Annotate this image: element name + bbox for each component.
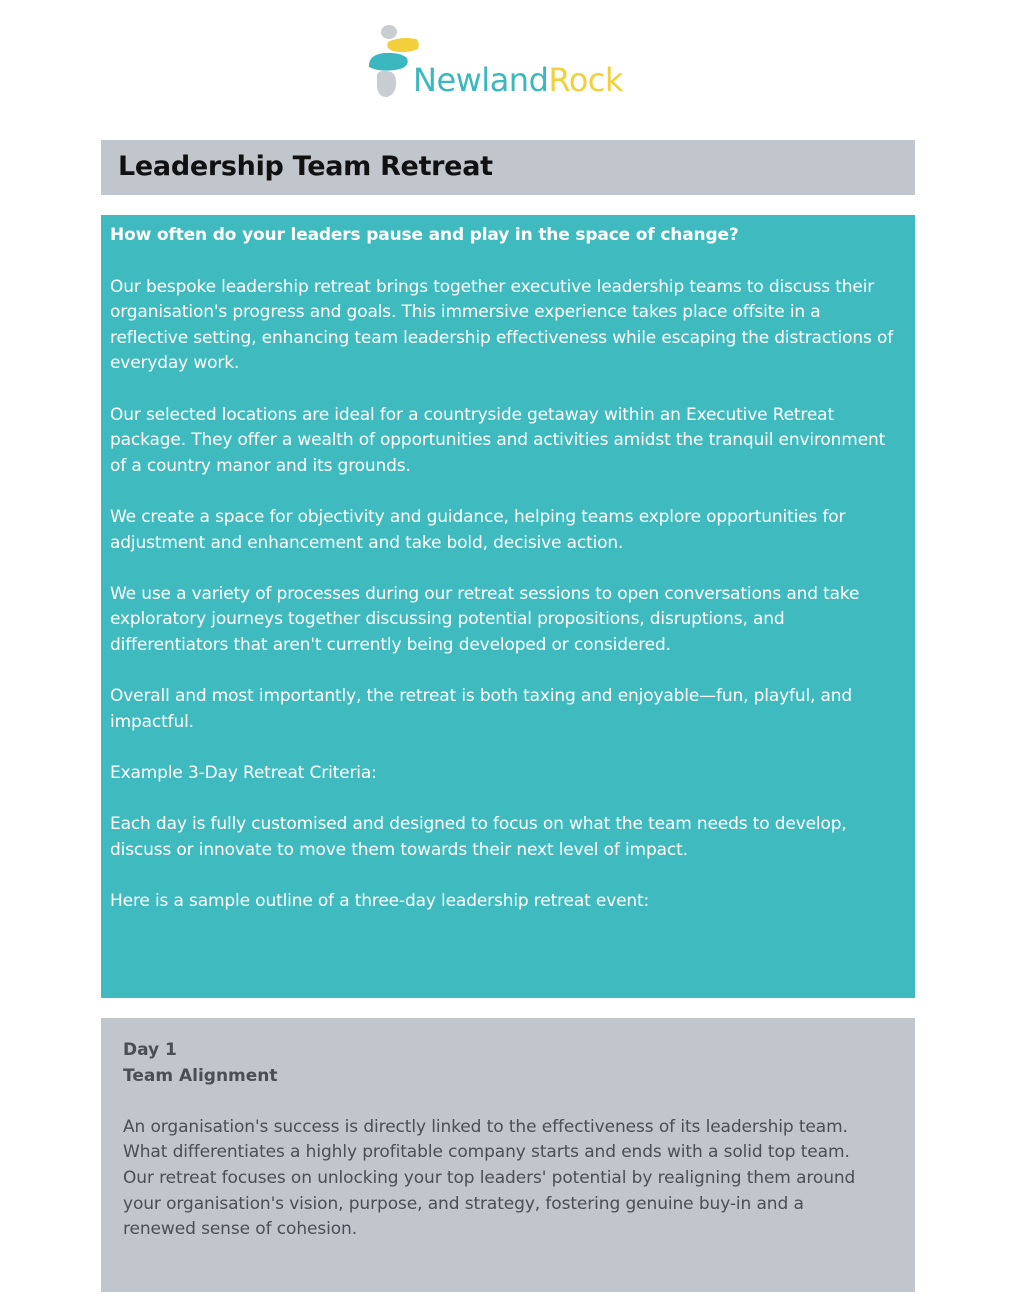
intro-paragraph-1: Our bespoke leadership retreat brings together executive leadership teams to discuss their organisation's progress and goals. This immersive experience takes place offsite in a reflective setting, enhancing team leadership effectiveness while escaping the distractions of everyday work. bbox=[110, 276, 894, 374]
brand-logo bbox=[366, 22, 656, 106]
day-title: Team Alignment bbox=[123, 1065, 278, 1086]
intro-section bbox=[101, 215, 915, 998]
intro-paragraph-2: Our selected locations are ideal for a countryside getaway within an Executive Retreat package. They offer a wealth of opportunities and activities amidst the tranquil environment of a country manor and its grounds. bbox=[110, 404, 886, 476]
title-bar bbox=[101, 140, 915, 195]
page-title: Leadership Team Retreat bbox=[118, 151, 493, 182]
intro-paragraph-8: Here is a sample outline of a three-day leadership retreat event: bbox=[110, 890, 650, 911]
intro-paragraph-3: We create a space for objectivity and guidance, helping teams explore opportunities for adjustment and enhancement and take bold, decisive action. bbox=[110, 506, 846, 553]
day-label: Day 1 bbox=[123, 1040, 177, 1060]
day-1-section bbox=[101, 1018, 915, 1292]
intro-paragraph-4: We use a variety of processes during our retreat sessions to open conversations and take exploratory journeys together discussing potential propositions, disruptions, and differentiators that aren't currently being developed or considered. bbox=[110, 583, 860, 655]
intro-paragraph-6: Example 3-Day Retreat Criteria: bbox=[110, 762, 377, 783]
intro-paragraph-5: Overall and most importantly, the retreat is both taxing and enjoyable—fun, playful, and impactful. bbox=[110, 686, 853, 732]
brand-wordmark: NewlandRock bbox=[413, 61, 623, 99]
intro-question: How often do your leaders pause and play in the space of change? bbox=[110, 225, 739, 245]
intro-paragraph-7: Each day is fully customised and designed to focus on what the team needs to develop, discuss or innovate to move them towards their next level of impact. bbox=[110, 814, 847, 860]
day-description: An organisation's success is directly linked to the effectiveness of its leadership team. What differentiates a highly profitable company starts and ends with a solid top team. Our retreat focuses on unlocking your top leaders' potential by realigning them around your organisation's vision, purpose, and strategy, fostering genuine buy-in and a renewed sense of cohesion. bbox=[123, 1116, 856, 1240]
